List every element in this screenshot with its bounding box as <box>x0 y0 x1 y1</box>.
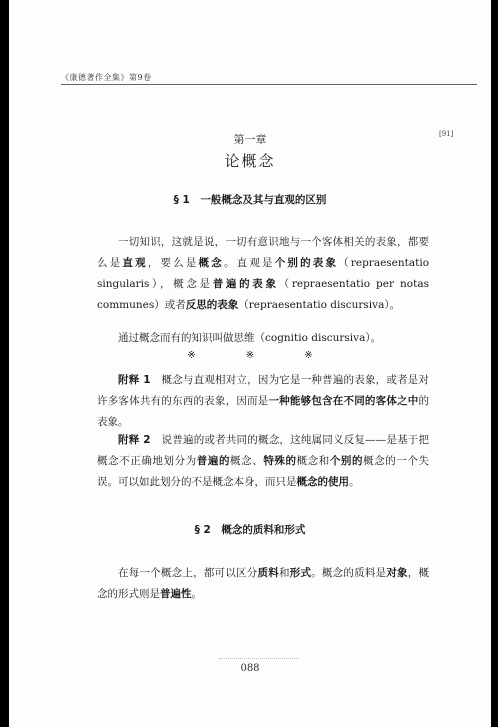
chapter-label: 第一章 <box>233 133 267 146</box>
separator-star: ※ <box>304 350 313 361</box>
book-page <box>9 0 491 727</box>
section-2-heading: § 2 概念的质料和形式 <box>194 524 306 536</box>
page-number: 088 <box>240 663 260 674</box>
header-rule <box>61 84 477 85</box>
section-1-heading: § 1 一般概念及其与直观的区别 <box>173 194 327 206</box>
footer-dots <box>219 658 299 659</box>
chapter-title: 论概念 <box>224 152 276 170</box>
note-1: 附释 1 概念与直观相对立，因为它是一种普遍的表象，或者是对许多客体共有的东西的表象，因而是一种能够包含在不同的客体之中的表象。 <box>97 374 430 428</box>
paragraph-5: 在每一个概念上，都可以区分质料和形式。概念的质料是对象，概念的形式则是普遍性。 <box>97 567 430 600</box>
paragraph-2: 通过概念而有的知识叫做思维（cognitio discursiva）。 <box>118 332 382 344</box>
margin-page-reference: [91] <box>439 130 454 138</box>
note-2: 附释 2 说普遍的或者共同的概念，这纯属同义反复——是基于把概念不正确地划分为普遍的概念、特殊的概念和个别的概念的一个失误。可以如此划分的不是概念本身，而只是概念的使用。 <box>97 434 430 488</box>
separator-stars <box>9 350 491 361</box>
separator-star: ※ <box>245 350 255 361</box>
separator-star: ※ <box>187 350 196 361</box>
running-head: 《康德著作全集》第9卷 <box>61 73 152 82</box>
paragraph-1: 一切知识，这就是说，一切有意识地与一个客体相关的表象，都要么是直观，要么是概念。直观是个别的表象（repraesentatio singularis），概念是普遍的表象（repraesentatio per notas communes）或者反思的表象（repraesentatio discursiva）。 <box>97 236 430 311</box>
